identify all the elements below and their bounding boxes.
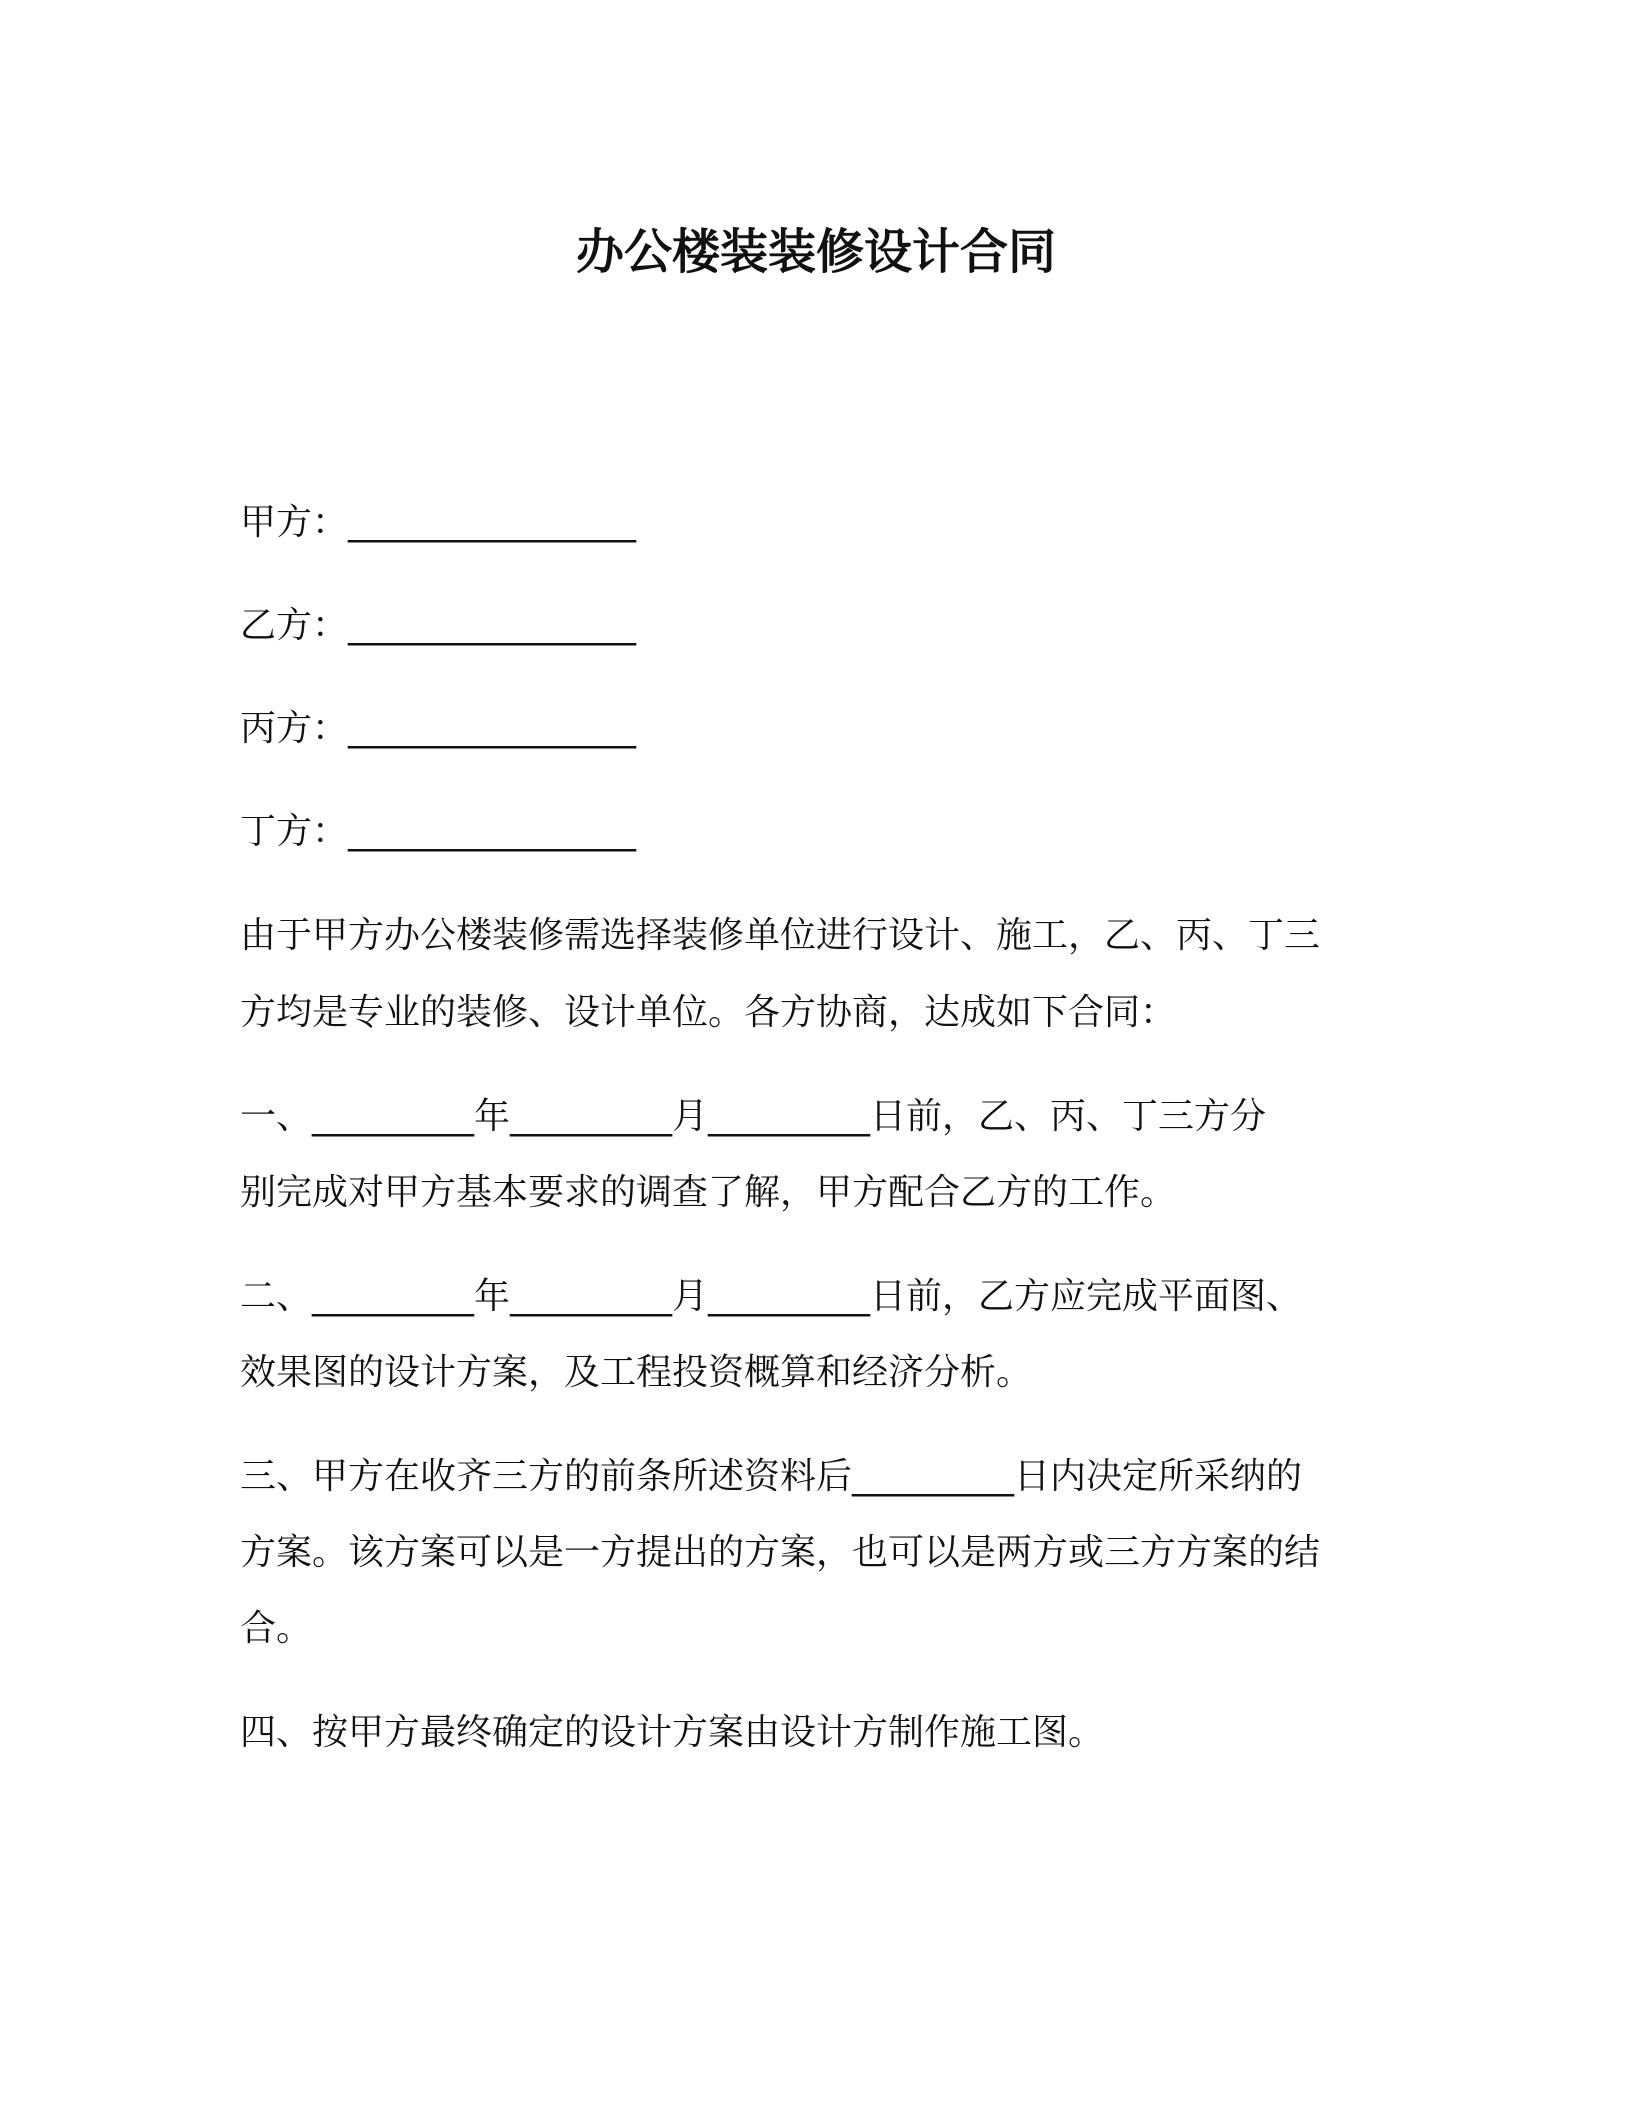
party-label: 丙方： — [240, 708, 349, 749]
party-label: 甲方： — [240, 502, 349, 543]
clause-2-line: 二、_________年_________月_________日前，乙方应完成平面图、 — [240, 1276, 1303, 1317]
party-blank: ________________ — [348, 605, 637, 646]
party-blank: ________________ — [348, 502, 637, 543]
clause-3-line: 方案。该方案可以是一方提出的方案，也可以是两方或三方方案的结 — [240, 1532, 1321, 1573]
intro-line: 方均是专业的装修、设计单位。各方协商，达成如下合同： — [240, 992, 1177, 1033]
party-d-line — [240, 808, 636, 856]
clause-4-line: 四、按甲方最终确定的设计方案由设计方制作施工图。 — [240, 1712, 1105, 1753]
party-b-line — [240, 602, 636, 650]
party-blank: ________________ — [348, 811, 637, 852]
clause-3-line: 合。 — [240, 1608, 313, 1649]
party-a-line — [240, 499, 636, 547]
document-title: 办公楼装装修设计合同 — [575, 224, 1056, 280]
party-c-line — [240, 705, 636, 753]
intro-line: 由于甲方办公楼装修需选择装修单位进行设计、施工，乙、丙、丁三 — [240, 915, 1321, 956]
clause-2-line: 效果图的设计方案，及工程投资概算和经济分析。 — [240, 1352, 1033, 1393]
clause-3-line: 三、甲方在收齐三方的前条所述资料后_________日内决定所采纳的 — [240, 1456, 1303, 1497]
clause-1-line: 别完成对甲方基本要求的调查了解，甲方配合乙方的工作。 — [240, 1172, 1177, 1213]
party-label: 丁方： — [240, 811, 349, 852]
party-blank: ________________ — [348, 708, 637, 749]
clause-1-line: 一、_________年_________月_________日前，乙、丙、丁三方分 — [240, 1096, 1267, 1137]
party-label: 乙方： — [240, 605, 349, 646]
